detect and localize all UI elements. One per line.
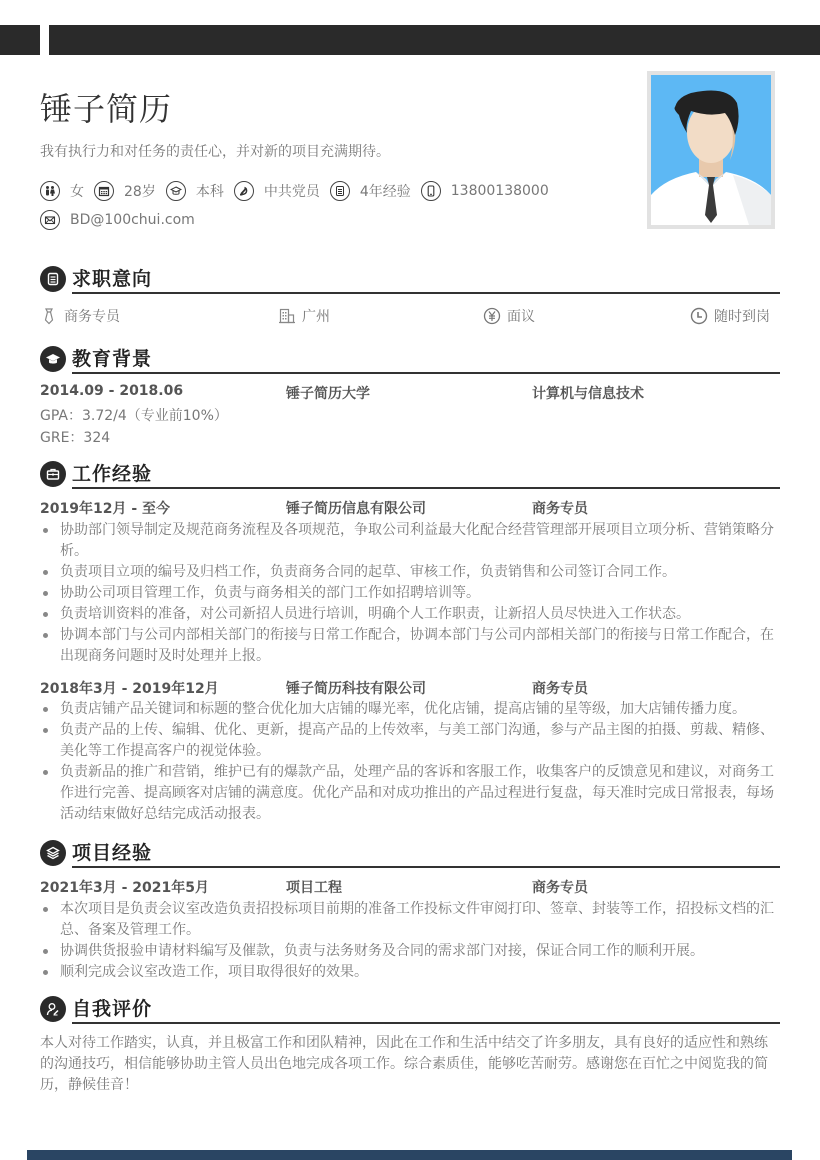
section-divider bbox=[72, 372, 780, 374]
education-period: 2014.09 - 2018.06 bbox=[40, 383, 184, 399]
layers-icon bbox=[40, 840, 66, 866]
list-item: 协调供货报验申请材料编写及催款，负责与法务财务及合同的需求部门对接，保证合同工作的顺利开展。 bbox=[40, 941, 780, 962]
info-age bbox=[94, 181, 156, 201]
slogan: 我有执行力和对任务的责任心，并对新的项目充满期待。 bbox=[40, 144, 390, 160]
intent-salary-value: 面议 bbox=[507, 309, 535, 325]
info-phone bbox=[421, 181, 549, 201]
party-emblem-icon bbox=[234, 181, 254, 201]
personal-info-row bbox=[40, 181, 559, 201]
list-item: 协助公司项目管理工作，负责与商务相关的部门工作如招聘培训等。 bbox=[40, 583, 780, 604]
work-role: 商务专员 bbox=[532, 501, 588, 517]
education-major: 计算机与信息技术 bbox=[532, 386, 644, 402]
section-title: 自我评价 bbox=[72, 998, 153, 1020]
section-divider bbox=[72, 292, 780, 294]
list-item: 负责店铺产品关键词和标题的整合优化加大店铺的曝光率，优化店铺，提高店铺的星等级，加大店铺传播力度。 bbox=[40, 699, 780, 720]
project-period: 2021年3月 - 2021年5月 bbox=[40, 880, 209, 896]
list-item: 顺利完成会议室改造工作，项目取得很好的效果。 bbox=[40, 962, 780, 983]
self-evaluation-text: 本人对待工作踏实，认真，并且极富工作和团队精神，因此在工作和生活中结交了许多朋友，具有良好的适应性和熟练的沟通技巧，相信能够协助主管人员出色地完成各项工作。综合素质佳，能够吃苦耐劳。感谢您在百忙之中阅览我的简历，静候佳音！ bbox=[40, 1035, 768, 1093]
gender-icon bbox=[40, 181, 60, 201]
clipboard-icon bbox=[330, 181, 350, 201]
intent-position-value: 商务专员 bbox=[64, 309, 120, 325]
section-header-project bbox=[40, 838, 780, 866]
intent-position bbox=[40, 306, 120, 326]
info-experience bbox=[330, 181, 411, 201]
work-bullet-list bbox=[40, 699, 780, 825]
work-entry-header bbox=[40, 678, 780, 698]
email-row bbox=[40, 210, 205, 230]
info-email-value: BD@100chui.com bbox=[70, 212, 195, 228]
education-gre: GRE：324 bbox=[40, 430, 111, 446]
list-item: 本次项目是负责会议室改造负责招投标项目前期的准备工作投标文件审阅打印、签章、封装等工作，招投标文档的汇总、备案及管理工作。 bbox=[40, 899, 780, 941]
section-title: 工作经验 bbox=[72, 463, 153, 485]
profile-photo bbox=[647, 71, 775, 229]
project-bullet-list bbox=[40, 899, 780, 983]
project-entry-header bbox=[40, 877, 780, 897]
work-company: 锤子简历科技有限公司 bbox=[286, 681, 426, 697]
mail-icon bbox=[40, 210, 60, 230]
list-item: 协调本部门与公司内部相关部门的衔接与日常工作配合，协调本部门与公司内部相关部门的衔接与日常工作配合，在出现商务问题时及时处理并上报。 bbox=[40, 625, 780, 667]
education-gpa: GPA：3.72/4（专业前10%） bbox=[40, 408, 228, 424]
intent-city bbox=[278, 306, 330, 326]
education-entry-header bbox=[40, 383, 780, 403]
work-bullet-list bbox=[40, 520, 780, 667]
briefcase-icon bbox=[40, 461, 66, 487]
info-age-value: 28岁 bbox=[124, 184, 156, 200]
info-experience-value: 4年经验 bbox=[359, 184, 411, 200]
clipboard-icon bbox=[40, 266, 66, 292]
work-entry-header bbox=[40, 498, 780, 518]
graduation-cap-icon bbox=[166, 181, 186, 201]
intent-availability-value: 随时到岗 bbox=[714, 309, 770, 325]
tie-icon bbox=[40, 307, 58, 325]
bottom-bar bbox=[27, 1150, 792, 1160]
section-header-self bbox=[40, 994, 780, 1022]
work-role: 商务专员 bbox=[532, 681, 588, 697]
info-degree bbox=[166, 181, 224, 201]
list-item: 负责培训资料的准备，对公司新招人员进行培训，明确个人工作职责，让新招人员尽快进入工作状态。 bbox=[40, 604, 780, 625]
project-name: 项目工程 bbox=[286, 880, 342, 896]
section-title: 教育背景 bbox=[72, 348, 153, 370]
building-icon bbox=[278, 307, 296, 325]
project-role: 商务专员 bbox=[532, 880, 588, 896]
info-email bbox=[40, 210, 195, 230]
section-divider bbox=[72, 487, 780, 489]
graduation-cap-icon bbox=[40, 346, 66, 372]
info-gender-value: 女 bbox=[70, 184, 84, 200]
info-degree-value: 本科 bbox=[195, 184, 224, 200]
section-title: 求职意向 bbox=[72, 268, 153, 290]
top-bar-right bbox=[49, 25, 820, 55]
section-header-intent bbox=[40, 264, 780, 292]
section-title: 项目经验 bbox=[72, 842, 153, 864]
top-bar-left bbox=[0, 25, 40, 55]
section-divider bbox=[72, 866, 780, 868]
info-political bbox=[234, 181, 320, 201]
list-item: 负责项目立项的编号及归档工作，负责商务合同的起草、审核工作，负责销售和公司签订合同工作。 bbox=[40, 562, 780, 583]
intent-availability bbox=[690, 306, 770, 326]
resume-name: 锤子简历 bbox=[40, 90, 173, 128]
user-edit-icon bbox=[40, 996, 66, 1022]
intent-city-value: 广州 bbox=[302, 309, 330, 325]
list-item: 负责新品的推广和营销，维护已有的爆款产品，处理产品的客诉和客服工作，收集客户的反馈意见和建议，对商务工作进行完善、提高顾客对店铺的满意度。优化产品和对成功推出的产品过程进行复盘，每天准时完成日常报表，每场活动结束做好总结完成活动报表。 bbox=[40, 762, 780, 825]
section-header-work bbox=[40, 459, 780, 487]
list-item: 负责产品的上传、编辑、优化、更新，提高产品的上传效率，与美工部门沟通，参与产品主图的拍摄、剪裁、精修、美化等工作提高客户的视觉体验。 bbox=[40, 720, 780, 762]
info-political-value: 中共党员 bbox=[263, 184, 320, 200]
work-period: 2019年12月 - 至今 bbox=[40, 501, 171, 517]
info-phone-value: 13800138000 bbox=[450, 183, 549, 199]
calendar-icon bbox=[94, 181, 114, 201]
work-period: 2018年3月 - 2019年12月 bbox=[40, 681, 219, 697]
section-divider bbox=[72, 1022, 780, 1024]
section-header-education bbox=[40, 344, 780, 372]
work-company: 锤子简历信息有限公司 bbox=[286, 501, 426, 517]
list-item: 协助部门领导制定及规范商务流程及各项规范，争取公司利益最大化配合经营管理部开展项目立项分析、营销策略分析。 bbox=[40, 520, 780, 562]
intent-salary bbox=[483, 306, 535, 326]
clock-icon bbox=[690, 307, 708, 325]
mobile-phone-icon bbox=[421, 181, 441, 201]
info-gender bbox=[40, 181, 84, 201]
yen-icon bbox=[483, 307, 501, 325]
job-intent-row bbox=[40, 306, 780, 328]
education-school: 锤子简历大学 bbox=[286, 386, 370, 402]
